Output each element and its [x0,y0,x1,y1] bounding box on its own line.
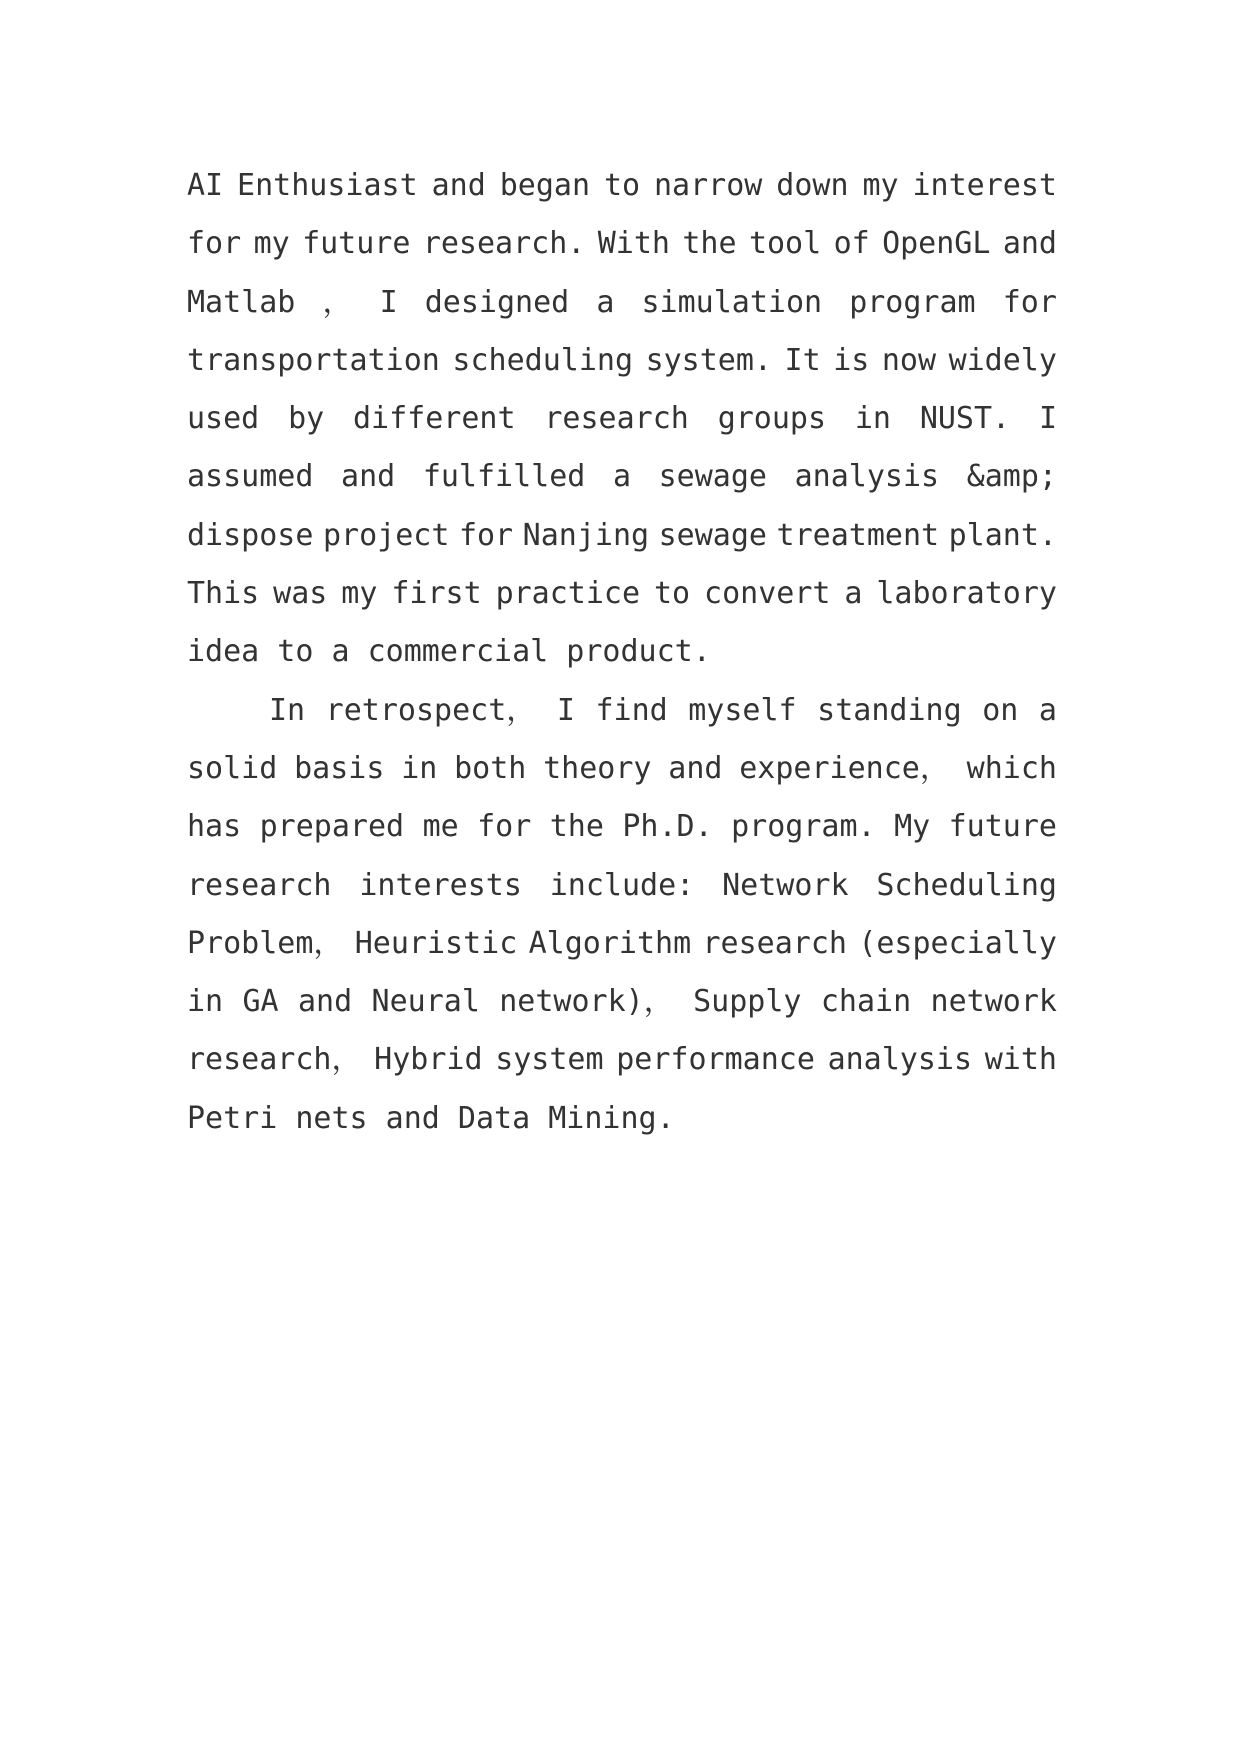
word: I [1038,401,1057,437]
word: plant. [948,517,1057,553]
text-line [187,157,1057,215]
word: chain [820,984,912,1020]
word: and [431,168,486,203]
word: Network [722,867,849,903]
word: the [549,809,604,845]
word: and [341,459,396,495]
text-line [187,448,1057,506]
word: and [1002,226,1057,262]
word: research， [187,1042,362,1078]
word: basis [294,750,385,786]
word: research [702,925,847,961]
word: prepared [259,809,405,845]
text-line [187,1090,1057,1148]
word: simulation [641,284,823,320]
word: analysis [827,1042,973,1078]
word: This [187,576,260,612]
word: assumed [187,459,314,495]
word: solid [187,750,278,786]
word: first [391,576,482,612]
word: my [862,168,899,203]
text-line [187,215,1057,273]
word: a [612,459,632,495]
word: and [668,750,723,786]
word: the [682,226,737,262]
word: My [894,809,931,845]
word: interest [912,168,1057,203]
text-line [187,332,1057,390]
text-line [187,798,1057,856]
word: Supply [693,984,802,1020]
text-line [187,682,1057,740]
word: both [454,750,527,786]
word: sewage [658,459,767,495]
word: and [297,984,353,1020]
word: with [984,1042,1057,1078]
word: GA [242,984,279,1020]
word: include: [549,867,695,903]
word: Algorithm [528,925,692,961]
word: analysis [794,459,940,495]
word: has [187,809,242,845]
word: Nanjing [522,517,650,553]
word: retrospect， [325,692,537,728]
word: of [833,226,870,262]
word: I [379,284,398,320]
word: to [653,576,691,612]
text-line [187,565,1057,623]
word: which [966,750,1057,786]
word: NUST. [919,401,1011,437]
word: on [982,692,1019,728]
text-line [187,857,1057,915]
word: in [187,984,224,1020]
word: different [353,401,516,437]
word: now [881,342,937,378]
word: Problem， [187,925,344,961]
word: network [930,984,1057,1020]
word: future [948,809,1057,845]
word: for [187,226,242,262]
word: me [422,809,459,845]
word: Matlab [187,284,296,320]
word: experience， [739,750,950,786]
paragraph [187,682,1057,1148]
word: find [595,692,668,728]
word: project [322,517,450,553]
word: performance [616,1042,815,1078]
body-text [187,157,1057,1148]
word: Petri nets and Data Mining. [187,1100,675,1136]
word: In [269,692,306,728]
word: in [854,401,891,437]
word: down [776,168,849,203]
word: system [495,1042,604,1078]
word: Ph.D. [622,809,713,845]
word: designed [424,284,570,320]
word: for [477,809,532,845]
word: for [458,517,514,553]
word: convert [704,576,831,612]
word: my [253,226,290,262]
word: scheduling [452,342,634,378]
word: program. [731,809,876,845]
word: It [784,342,821,378]
word: in [401,750,438,786]
text-line [187,390,1057,448]
text-line [187,507,1057,565]
word: program [849,284,976,320]
word: network)， [499,984,674,1020]
word: system. [645,342,772,378]
word: a [596,284,615,320]
word: Enthusiast [237,168,418,203]
word: practice [495,576,641,612]
word: interests [359,867,522,903]
word: widely [948,342,1057,378]
word: ， [322,284,353,320]
word: a [844,576,863,612]
word: treatment [776,517,940,553]
word: my [341,576,378,612]
text-line [187,973,1057,1031]
word: laboratory [876,576,1057,612]
word: research [187,867,332,903]
word: dispose [187,517,314,553]
word: &amp; [966,459,1057,495]
word: I [556,692,575,728]
text-line [187,274,1057,332]
word: myself [688,692,797,728]
word: tool [748,226,822,262]
word: a [1038,692,1057,728]
paragraph [187,157,1057,682]
word: sewage [658,517,767,553]
word: groups [717,401,827,437]
text-line [187,915,1057,973]
word: for [1002,284,1057,320]
word: Scheduling [876,867,1057,903]
word: research [544,401,689,437]
word: AI [187,168,224,203]
word: OpenGL [882,226,991,262]
word: Neural [371,984,480,1020]
word: Hybrid [374,1042,483,1078]
text-line [187,740,1057,798]
word: transportation [187,342,440,378]
word: began [499,168,591,203]
text-line [187,623,1057,681]
word: by [288,401,325,437]
word: is [833,342,870,378]
word: standing [817,692,962,728]
text-line [187,1031,1057,1089]
word: idea to a commercial product. [187,634,711,670]
word: research. [422,226,586,262]
word: to [603,168,641,203]
word: Heuristic [354,925,518,961]
word: used [187,401,260,437]
word: future [302,226,411,262]
word: fulfilled [422,459,586,495]
word: was [273,576,328,612]
word: (especially [858,925,1057,961]
word: With [597,226,670,262]
word: theory [543,750,652,786]
word: narrow [653,168,763,203]
